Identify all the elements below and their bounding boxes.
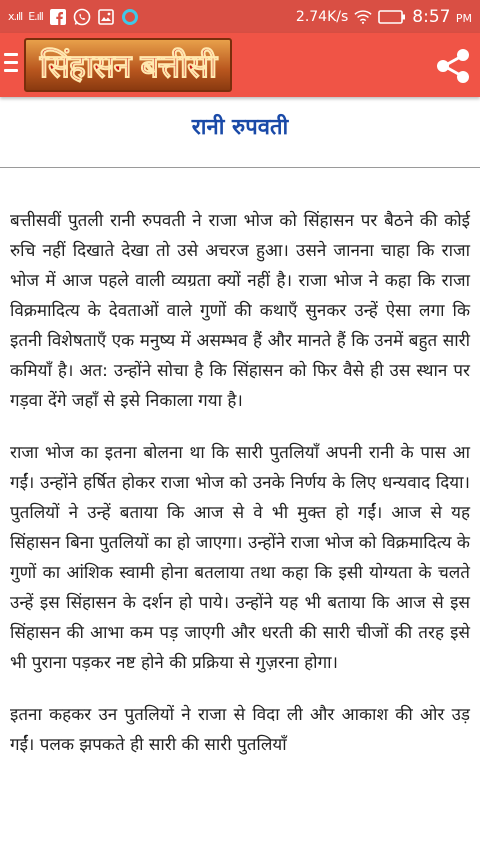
app-bar bbox=[0, 33, 480, 97]
battery-icon bbox=[378, 8, 406, 26]
title-divider bbox=[0, 167, 480, 168]
app-logo bbox=[24, 38, 232, 92]
status-bar-right bbox=[296, 7, 472, 27]
story-paragraph: राजा भोज का इतना बोलना था कि सारी पुतलियाँ अपनी रानी के पास आ गईं। उन्होंने हर्षित होकर राजा भोज को उनके निर्णय के लिए धन्यवाद दिया। पुतलियों ने उन्हें बताया कि आज से वे भी मुक्त हो गईं। आज से यह सिंहासन बिना पुतलियों का हो जाएगा। उन्होंने राजा भोज को विक्रमादित्य के गुणों का आंशिक स्वामी होना बतलाया तथा कहा कि इसी योग्यता के चलते उन्हें इस सिंहासन के दर्शन हो पाये। उन्होंने यह भी बताया कि आज से इस सिंहासन की आभा कम पड़ जाएगी और धरती की सारी चीजों की तरह इसे भी पुराना पड़कर नष्ट होने की प्रक्रिया से गुज़रना होगा। bbox=[10, 443, 470, 673]
share-icon[interactable] bbox=[432, 45, 474, 87]
gallery-icon bbox=[97, 8, 115, 26]
story-title: रानी रुपवती bbox=[191, 115, 289, 140]
status-bar-left bbox=[8, 8, 139, 26]
story-body bbox=[0, 206, 480, 760]
clock-ampm: PM bbox=[455, 11, 472, 25]
facebook-icon bbox=[49, 8, 67, 26]
status-bar bbox=[0, 0, 480, 33]
signal-strength-1: x.ıll bbox=[8, 10, 23, 23]
clock-time: 8:57 bbox=[412, 6, 451, 27]
app-logo-text: सिंहासन बत्तीसी bbox=[39, 46, 217, 85]
hamburger-menu-icon[interactable] bbox=[2, 53, 20, 75]
clock bbox=[412, 7, 472, 27]
story-paragraph: इतना कहकर उन पुतलियों ने राजा से विदा ली और आकाश की ओर उड़ गईं। पलक झपकते ही सारी की सारी पुतलियाँ bbox=[10, 705, 470, 755]
signal-strength-2: E.ıll bbox=[28, 10, 43, 23]
story-paragraph: बत्तीसवीं पुतली रानी रुपवती ने राजा भोज को सिंहासन पर बैठने की कोई रुचि नहीं दिखाते देखा तो उसे अचरज हुआ। उसने जानना चाहा कि राजा भोज में आज पहले वाली व्यग्रता क्यों नहीं है। राजा भोज ने कहा कि राजा विक्रमादित्य के देवताओं वाले गुणों की कथाएँ सुनकर उन्हें ऐसा लगा कि इतनी विशेषताएँ एक मनुष्य में असम्भव हैं और मानते हैं कि उनमें बहुत सारी कमियाँ है। अत: उन्होंने सोचा है कि सिंहासन को फिर वैसे ही उस स्थान पर गड़वा देंगे जहाँ से इसे निकाला गया है। bbox=[10, 211, 470, 411]
story-content[interactable] bbox=[0, 97, 480, 854]
wifi-icon bbox=[354, 8, 372, 26]
circle-app-icon bbox=[121, 8, 139, 26]
whatsapp-icon bbox=[73, 8, 91, 26]
network-speed: 2.74K/s bbox=[295, 8, 349, 25]
